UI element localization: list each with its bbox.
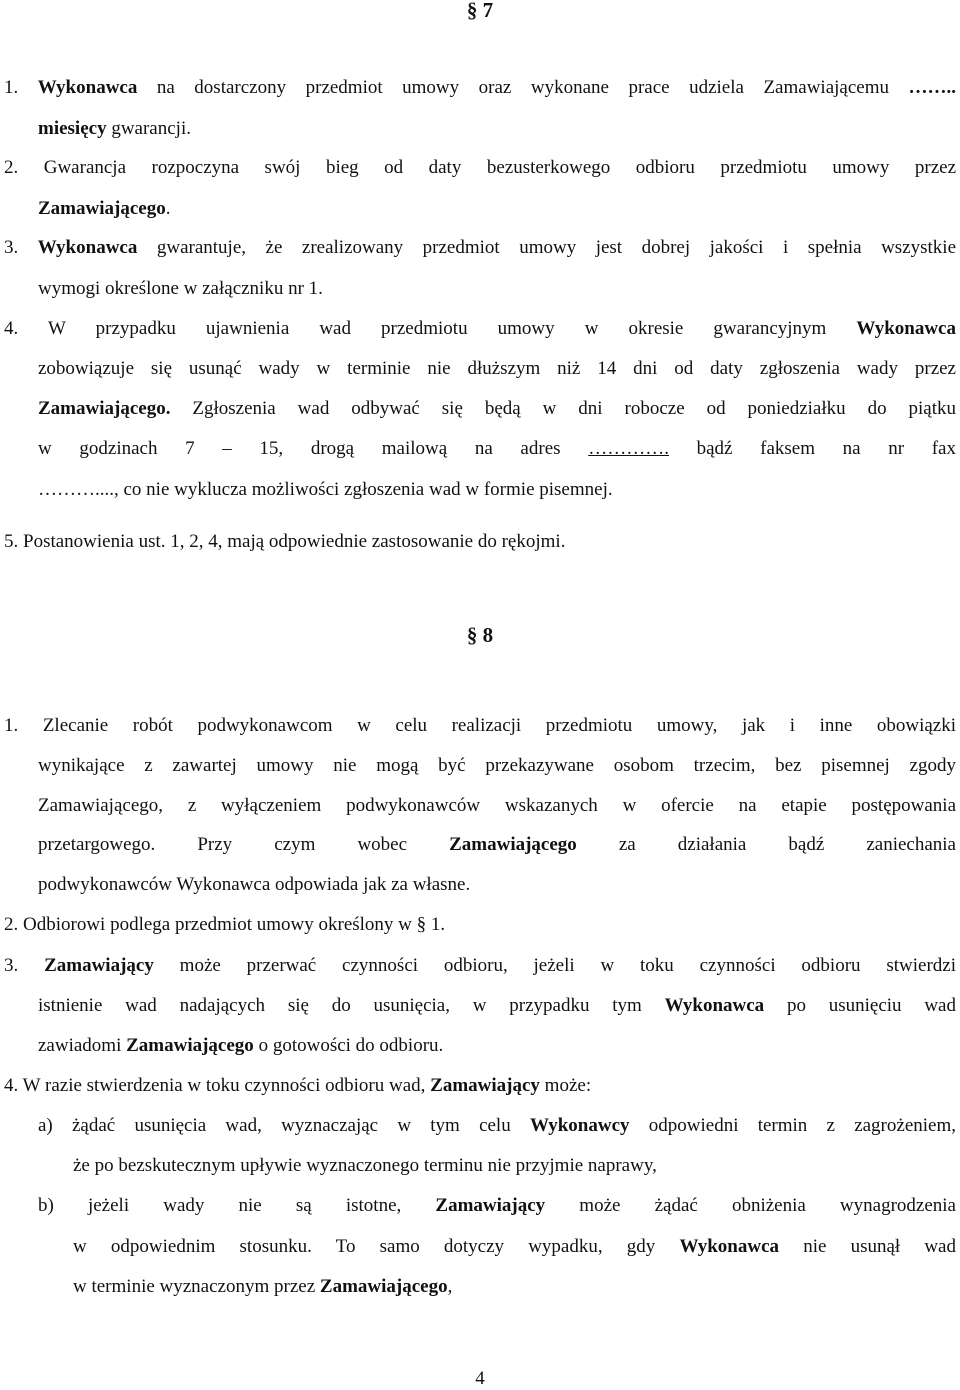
bold-text: Zamawiający xyxy=(430,1075,540,1096)
text-run: 1. Zlecanie robót podwykonawcom w celu realizacji przedmiotu umowy, jak i inne obowiązki xyxy=(4,715,956,736)
text-run: 1. xyxy=(4,77,38,98)
s7-line-5 xyxy=(4,236,956,260)
text-run: 2. Gwarancja rozpoczyna swój bieg od daty bezusterkowego odbioru przedmiotu umowy przez xyxy=(4,157,956,178)
bold-text: Wykonawca xyxy=(856,318,956,339)
text-run: wymogi określone w załączniku nr 1. xyxy=(38,278,323,299)
text-run: …………. xyxy=(588,438,669,459)
text-run: zawiadomi xyxy=(38,1035,127,1056)
s7-line-7 xyxy=(4,317,956,341)
s7-line-3 xyxy=(4,156,956,180)
text-run: podwykonawców Wykonawca odpowiada jak za własne. xyxy=(38,874,471,895)
s8-line-8 xyxy=(38,994,956,1018)
text-run: Zgłoszenia wad odbywać się będą w dni robocze od poniedziałku do piątku xyxy=(170,398,956,419)
text-run: zobowiązuje się usunąć wady w terminie nie dłuższym niż 14 dni od daty zgłoszenia wady przez xyxy=(38,358,956,379)
bold-text: Zamawiającego xyxy=(126,1035,254,1056)
text-run: 3. xyxy=(4,237,38,258)
s8-line-10 xyxy=(4,1074,956,1098)
s7-line-8 xyxy=(38,357,956,381)
text-run: ………...., co nie wyklucza możliwości zgłoszenia wad w formie pisemnej. xyxy=(38,479,613,500)
s8-line-4 xyxy=(38,833,956,857)
text-run: może przerwać czynności odbioru, jeżeli w toku czynności odbioru stwierdzi xyxy=(153,955,956,976)
s8-line-15 xyxy=(73,1275,956,1299)
s7-line-1 xyxy=(4,76,956,100)
bold-text: Wykonawca xyxy=(37,77,138,98)
text-run: 2. Odbiorowi podlega przedmiot umowy określony w § 1. xyxy=(4,914,446,935)
text-run: w odpowiednim stosunku. To samo dotyczy wypadku, gdy xyxy=(73,1236,680,1257)
s8-line-11 xyxy=(38,1114,956,1138)
text-run: Zamawiającego, z wyłączeniem podwykonawców wskazanych w ofercie na etapie postępowania xyxy=(38,795,956,816)
text-run: na dostarczony przedmiot umowy oraz wykonane prace udziela Zamawiającemu xyxy=(137,77,909,98)
text-run: w terminie wyznaczonym przez xyxy=(73,1276,320,1297)
text-run: w godzinach 7 – 15, drogą mailową na adres xyxy=(38,438,589,459)
s8-line-1 xyxy=(4,714,956,738)
text-run: gwarantuje, że zrealizowany przedmiot umowy jest dobrej jakości i spełnia wszystkie xyxy=(137,237,956,258)
bold-text: Zamawiający xyxy=(435,1195,546,1216)
s8-line-9 xyxy=(38,1034,956,1058)
text-run: może: xyxy=(539,1075,592,1096)
s7-line-4 xyxy=(38,197,956,221)
text-run: po usunięciu wad xyxy=(764,995,956,1016)
text-run: 4. W przypadku ujawnienia wad przedmiotu umowy w okresie gwarancyjnym xyxy=(4,318,857,339)
bold-text: Zamawiającego xyxy=(319,1276,448,1297)
text-run: nie usunął wad xyxy=(779,1236,956,1257)
text-run: b) jeżeli wady nie są istotne, xyxy=(38,1195,436,1216)
s7-line-6 xyxy=(38,277,956,301)
s7-line-9 xyxy=(38,397,956,421)
text-run: , xyxy=(447,1276,453,1297)
text-run: bądź faksem na nr fax xyxy=(668,438,956,459)
bold-text: Wykonawca xyxy=(664,995,765,1016)
bold-text: Zamawiającego. xyxy=(38,398,171,419)
s7-line-12 xyxy=(4,530,956,554)
s8-line-7 xyxy=(4,954,956,978)
s8-line-12 xyxy=(73,1154,956,1178)
text-run: może żądać obniżenia wynagrodzenia xyxy=(545,1195,956,1216)
text-run: 4. W razie stwierdzenia w toku czynności odbioru wad, xyxy=(4,1075,431,1096)
section-8-heading: § 8 xyxy=(466,623,494,647)
s8-line-6 xyxy=(4,913,956,937)
section-7-heading: § 7 xyxy=(466,0,494,22)
s8-line-3 xyxy=(38,794,956,818)
bold-text: Wykonawca xyxy=(37,237,138,258)
text-run: 5. Postanowienia ust. 1, 2, 4, mają odpowiednie zastosowanie do rękojmi. xyxy=(4,531,566,552)
bold-text: …….. xyxy=(908,77,956,98)
page-number: 4 xyxy=(475,1368,485,1389)
text-run: a) żądać usunięcia wad, wyznaczając w tym celu xyxy=(38,1115,530,1136)
s8-line-14 xyxy=(73,1235,956,1259)
text-run: o gotowości do odbioru. xyxy=(253,1035,444,1056)
text-run: 3. xyxy=(4,955,45,976)
text-run: przetargowego. Przy czym wobec xyxy=(38,834,450,855)
text-run: . xyxy=(165,198,171,219)
s8-line-2 xyxy=(38,754,956,778)
bold-text: Zamawiającego xyxy=(449,834,577,855)
text-run: odpowiedni termin z zagrożeniem, xyxy=(629,1115,956,1136)
bold-text: Zamawiającego xyxy=(38,198,166,219)
text-run: za działania bądź zaniechania xyxy=(576,834,956,855)
text-run: istnienie wad nadających się do usunięcia, w przypadku tym xyxy=(38,995,665,1016)
s7-line-2 xyxy=(38,117,956,141)
bold-text: Wykonawca xyxy=(679,1236,780,1257)
bold-text: Wykonawcy xyxy=(529,1115,630,1136)
bold-text: miesięcy xyxy=(38,118,107,139)
text-run: wynikające z zawartej umowy nie mogą być przekazywane osobom trzecim, bez pisemnej zgody xyxy=(38,755,956,776)
s7-line-10 xyxy=(38,437,956,461)
s8-line-5 xyxy=(38,873,956,897)
bold-text: Zamawiający xyxy=(44,955,154,976)
text-run: gwarancji. xyxy=(106,118,191,139)
text-run: że po bezskutecznym upływie wyznaczonego terminu nie przyjmie naprawy, xyxy=(73,1155,657,1176)
s8-line-13 xyxy=(38,1194,956,1218)
s7-line-11 xyxy=(38,478,956,502)
